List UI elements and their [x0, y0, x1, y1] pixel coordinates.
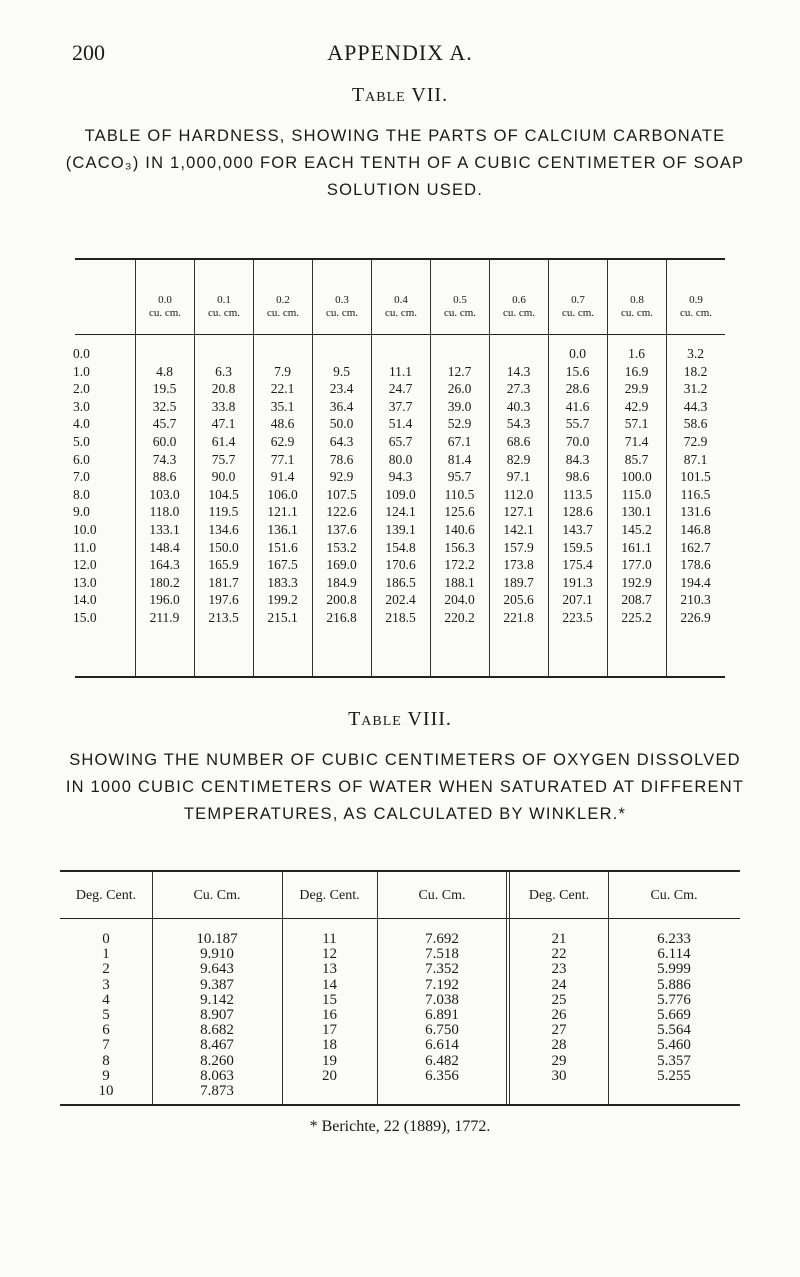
hardness-cell: 157.9	[503, 539, 534, 555]
hardness-cell: 84.3	[565, 451, 590, 467]
hardness-cell: 12.7	[447, 363, 472, 379]
hardness-row-label: 7.0	[73, 469, 90, 485]
hardness-cell: 184.9	[326, 574, 357, 590]
oxygen-value: 8.907	[200, 1007, 234, 1024]
oxygen-value: 21	[551, 931, 567, 947]
oxygen-header-deg-2: Deg. Cent.	[299, 888, 360, 903]
hardness-cell: 90.0	[211, 469, 236, 485]
hardness-column-header	[253, 294, 313, 320]
hardness-column-header	[430, 294, 490, 320]
hardness-cell: 31.2	[683, 381, 708, 397]
oxygen-header-deg-1: Deg. Cent.	[75, 888, 137, 903]
hardness-cell: 62.9	[270, 434, 295, 449]
oxygen-header-deg-3: Deg. Cent.	[528, 888, 590, 903]
oxygen-value: 5.999	[657, 961, 691, 978]
column-header-value: 0.6	[512, 294, 526, 306]
hardness-row-label: 2.0	[73, 381, 90, 397]
hardness-cell: 39.0	[447, 398, 472, 414]
hardness-cell: 220.2	[444, 610, 475, 625]
oxygen-col-cc-2	[377, 932, 507, 1084]
hardness-cell: 192.9	[621, 574, 652, 590]
oxygen-value: 5.564	[657, 1022, 691, 1039]
hardness-cell: 121.1	[267, 504, 298, 520]
oxygen-value: 27	[551, 1022, 567, 1039]
hardness-cell: 16.9	[624, 363, 649, 379]
hardness-cell: 22.1	[270, 381, 295, 397]
hardness-cell: 85.7	[624, 451, 649, 467]
oxygen-value: 5	[102, 1007, 110, 1024]
column-header-unit: cu. cm.	[679, 307, 713, 319]
hardness-cell: 32.5	[152, 398, 177, 414]
oxygen-value: 6	[102, 1022, 110, 1039]
oxygen-value: 0	[102, 931, 110, 947]
hardness-cell: 173.8	[503, 557, 534, 573]
hardness-cell: 199.2	[267, 592, 298, 608]
hardness-cell: 28.6	[565, 381, 590, 397]
hardness-cell: 211.9	[149, 610, 180, 625]
hardness-cell: 112.0	[503, 486, 534, 502]
oxygen-value: 10	[98, 1083, 114, 1100]
hardness-cell: 104.5	[208, 486, 239, 502]
column-header-value: 0.3	[335, 294, 349, 306]
oxygen-value: 11	[322, 931, 337, 947]
hardness-cell: 98.6	[565, 469, 590, 485]
hardness-cell: 55.7	[565, 416, 590, 432]
column-header-value: 0.9	[689, 294, 703, 306]
hardness-cell: 11.1	[388, 363, 413, 379]
hardness-cell: 9.5	[333, 363, 350, 379]
oxygen-value: 26	[551, 1007, 567, 1024]
hardness-cell: 51.4	[388, 416, 413, 432]
column-header-value: 0.2	[276, 294, 290, 306]
oxygen-value: 9	[102, 1067, 110, 1084]
hardness-cell: 164.3	[149, 557, 180, 573]
hardness-row-label: 0.0	[73, 346, 90, 361]
hardness-cell: 156.3	[444, 539, 475, 555]
hardness-cell: 100.0	[621, 469, 652, 485]
oxygen-value: 29	[551, 1052, 567, 1069]
oxygen-value: 12	[322, 946, 337, 963]
hardness-cell: 116.5	[680, 486, 711, 502]
oxygen-value: 5.776	[657, 991, 691, 1008]
hardness-row-label: 9.0	[73, 504, 90, 520]
hardness-column-header	[312, 294, 372, 320]
hardness-cell: 80.0	[388, 451, 413, 467]
hardness-cell: 35.1	[270, 398, 295, 414]
oxygen-col-cc-1	[152, 932, 282, 1099]
column-header-unit: cu. cm.	[620, 307, 654, 319]
hardness-column-header	[607, 294, 667, 320]
hardness-cell: 181.7	[208, 574, 239, 590]
oxygen-value: 5.886	[657, 976, 691, 993]
oxygen-value: 7.038	[425, 991, 459, 1008]
hardness-row-label: 14.0	[73, 592, 97, 608]
oxygen-value: 9.387	[200, 976, 234, 993]
hardness-cell: 47.1	[211, 416, 236, 432]
column-header-unit: cu. cm.	[443, 307, 477, 319]
hardness-cell: 82.9	[506, 451, 531, 467]
hardness-cell: 216.8	[326, 610, 357, 625]
hardness-cell: 177.0	[621, 557, 652, 573]
hardness-row-label: 15.0	[73, 610, 97, 625]
oxygen-value: 1	[102, 946, 110, 963]
column-header-unit: cu. cm.	[207, 307, 241, 319]
column-header-value: 0.0	[158, 294, 172, 306]
oxygen-col-deg-3	[510, 932, 608, 1084]
hardness-table	[75, 258, 725, 678]
oxygen-value: 9.142	[200, 991, 234, 1008]
column-header-value: 0.5	[453, 294, 467, 306]
hardness-cell: 172.2	[444, 557, 475, 573]
hardness-column-header	[489, 294, 549, 320]
hardness-cell: 143.7	[562, 522, 593, 537]
hardness-cell: 165.9	[208, 557, 239, 573]
hardness-column-header	[371, 294, 431, 320]
hardness-cell: 61.4	[211, 434, 236, 449]
oxygen-value: 8.467	[200, 1037, 234, 1054]
hardness-cell: 202.4	[385, 592, 416, 608]
oxygen-value: 5.460	[657, 1037, 691, 1054]
oxygen-value: 2	[102, 961, 110, 978]
hardness-cell: 36.4	[329, 398, 354, 414]
hardness-cell: 87.1	[683, 451, 708, 467]
hardness-cell: 50.0	[329, 416, 354, 432]
hardness-cell: 161.1	[621, 539, 652, 555]
hardness-row-label: 13.0	[73, 574, 97, 590]
oxygen-value: 5.357	[657, 1052, 691, 1069]
hardness-cell: 20.8	[211, 381, 236, 397]
hardness-cell: 29.9	[624, 381, 649, 397]
column-header-unit: cu. cm.	[266, 307, 300, 319]
hardness-cell: 223.5	[562, 610, 593, 625]
hardness-cell: 109.0	[385, 486, 416, 502]
hardness-cell: 133.1	[149, 522, 180, 537]
hardness-cell: 70.0	[565, 434, 590, 449]
hardness-cell: 26.0	[447, 381, 472, 397]
running-head: APPENDIX A.	[327, 40, 473, 65]
oxygen-value: 8.682	[200, 1022, 234, 1039]
hardness-cell: 208.7	[621, 592, 652, 608]
column-header-value: 0.4	[394, 294, 408, 306]
oxygen-value: 6.356	[425, 1067, 459, 1084]
page-number: 200	[72, 40, 105, 65]
hardness-cell: 45.7	[152, 416, 177, 432]
oxygen-value: 18	[322, 1037, 337, 1054]
hardness-cell: 3.2	[687, 346, 704, 361]
hardness-cell: 167.5	[267, 557, 298, 573]
oxygen-value: 7.192	[425, 976, 459, 993]
hardness-row-label: 6.0	[73, 451, 90, 467]
oxygen-value: 9.910	[200, 946, 234, 963]
hardness-cell: 107.5	[326, 486, 357, 502]
table8-caption: SHOWING THE NUMBER OF CUBIC CENTIMETERS OF OXYGEN DISSOLVED IN 1000 CUBIC CENTIMETERS OF WATER WHEN SATURATED AT DIFFERENT TEMPERATURES, AS CALCULATED BY WINKLER.*	[65, 751, 745, 823]
hardness-cell: 218.5	[385, 610, 416, 625]
hardness-cell: 145.2	[621, 522, 652, 537]
hardness-cell: 162.7	[680, 539, 711, 555]
hardness-cell: 27.3	[506, 381, 531, 397]
oxygen-value: 16	[322, 1007, 337, 1024]
hardness-cell: 15.6	[565, 363, 590, 379]
hardness-cell: 57.1	[624, 416, 649, 432]
hardness-cell: 213.5	[208, 610, 239, 625]
hardness-cell: 180.2	[149, 574, 180, 590]
hardness-cell: 207.1	[562, 592, 593, 608]
hardness-column-header	[548, 294, 608, 320]
hardness-cell: 119.5	[208, 504, 239, 520]
oxygen-table	[60, 870, 740, 1106]
oxygen-value: 14	[322, 976, 337, 993]
hardness-cell: 221.8	[503, 610, 534, 625]
oxygen-value: 5.255	[657, 1067, 691, 1084]
hardness-cell: 186.5	[385, 574, 416, 590]
oxygen-value: 19	[322, 1052, 337, 1069]
hardness-cell: 52.9	[447, 416, 472, 432]
hardness-cell: 191.3	[562, 574, 593, 590]
oxygen-value: 13	[322, 961, 337, 978]
hardness-cell: 41.6	[565, 398, 590, 414]
hardness-cell: 136.1	[267, 522, 298, 537]
hardness-column-header	[135, 294, 195, 320]
hardness-column-header	[194, 294, 254, 320]
hardness-cell: 37.7	[388, 398, 413, 414]
oxygen-col-deg-2	[282, 932, 377, 1084]
hardness-cell: 0.0	[569, 346, 586, 361]
oxygen-value: 3	[102, 976, 110, 993]
hardness-cell: 19.5	[152, 381, 177, 397]
oxygen-value: 6.482	[425, 1052, 459, 1069]
oxygen-value: 17	[322, 1022, 337, 1039]
hardness-cell: 4.8	[156, 363, 173, 379]
column-header-unit: cu. cm.	[502, 307, 536, 319]
hardness-cell: 197.6	[208, 592, 239, 608]
oxygen-value: 4	[102, 991, 110, 1008]
hardness-cell: 110.5	[444, 486, 475, 502]
hardness-cell: 134.6	[208, 522, 239, 537]
hardness-cell: 92.9	[329, 469, 354, 485]
oxygen-value: 24	[551, 976, 567, 993]
hardness-cell: 101.5	[680, 469, 711, 485]
hardness-cell: 75.7	[211, 451, 236, 467]
hardness-cell: 1.6	[628, 346, 645, 361]
oxygen-value: 30	[551, 1067, 567, 1084]
oxygen-value: 6.750	[425, 1022, 459, 1039]
hardness-cell: 106.0	[267, 486, 298, 502]
hardness-cell: 23.4	[329, 381, 354, 397]
hardness-row-label: 10.0	[73, 522, 97, 537]
hardness-cell: 225.2	[621, 610, 652, 625]
oxygen-value: 8	[102, 1052, 110, 1069]
oxygen-header-cc-3: Cu. Cm.	[650, 888, 698, 903]
hardness-cell: 175.4	[562, 557, 593, 573]
hardness-cell: 95.7	[447, 469, 472, 485]
hardness-cell: 131.6	[680, 504, 711, 520]
hardness-cell: 81.4	[447, 451, 472, 467]
hardness-row-label: 3.0	[73, 398, 90, 414]
oxygen-value: 28	[551, 1037, 567, 1054]
table7-title: Table VII.	[351, 84, 449, 106]
oxygen-col-cc-3	[608, 932, 740, 1084]
hardness-row-label: 11.0	[73, 539, 97, 555]
hardness-cell: 113.5	[562, 486, 593, 502]
hardness-cell: 64.3	[329, 434, 354, 449]
hardness-cell: 44.3	[683, 398, 708, 414]
hardness-row-label: 12.0	[73, 557, 97, 573]
hardness-cell: 210.3	[680, 592, 711, 608]
hardness-cell: 122.6	[326, 504, 357, 520]
hardness-cell: 196.0	[149, 592, 180, 608]
hardness-row-label: 5.0	[73, 434, 90, 449]
column-header-value: 0.8	[630, 294, 644, 306]
oxygen-value: 7.692	[425, 931, 459, 947]
hardness-cell: 194.4	[680, 574, 711, 590]
hardness-cell: 74.3	[152, 451, 177, 467]
hardness-cell: 124.1	[385, 504, 416, 520]
table7-caption: TABLE OF HARDNESS, SHOWING THE PARTS OF CALCIUM CARBONATE (CACO₃) IN 1,000,000 FOR EACH TENTH OF A CUBIC CENTIMETER OF SOAP SOLUTION USED.	[65, 127, 745, 199]
hardness-row-label: 1.0	[73, 363, 90, 379]
oxygen-col-deg-1	[60, 932, 152, 1099]
hardness-cell: 128.6	[562, 504, 593, 520]
hardness-cell: 153.2	[326, 539, 357, 555]
hardness-row-label: 4.0	[73, 416, 90, 432]
hardness-cell: 205.6	[503, 592, 534, 608]
oxygen-value: 6.891	[425, 1007, 459, 1024]
oxygen-value: 8.063	[200, 1067, 234, 1084]
hardness-cell: 159.5	[562, 539, 593, 555]
hardness-cell: 226.9	[680, 610, 711, 625]
hardness-cell: 24.7	[388, 381, 413, 397]
hardness-cell: 14.3	[506, 363, 531, 379]
oxygen-value: 6.114	[657, 946, 691, 963]
oxygen-value: 6.233	[657, 931, 691, 947]
column-header-value: 0.7	[571, 294, 585, 306]
hardness-cell: 18.2	[683, 363, 708, 379]
oxygen-value: 7.352	[425, 961, 459, 978]
hardness-cell: 169.0	[326, 557, 357, 573]
oxygen-value: 15	[322, 991, 337, 1008]
hardness-cell: 54.3	[506, 416, 531, 432]
hardness-cell: 178.6	[680, 557, 711, 573]
oxygen-value: 25	[551, 991, 567, 1008]
column-header-unit: cu. cm.	[384, 307, 418, 319]
hardness-row-label: 8.0	[73, 486, 90, 502]
hardness-cell: 67.1	[447, 434, 472, 449]
hardness-cell: 204.0	[444, 592, 475, 608]
hardness-cell: 65.7	[388, 434, 413, 449]
hardness-cell: 6.3	[215, 363, 232, 379]
hardness-cell: 215.1	[267, 610, 298, 625]
hardness-cell: 130.1	[621, 504, 652, 520]
hardness-cell: 72.9	[683, 434, 708, 449]
column-header-value: 0.1	[217, 294, 231, 306]
column-header-unit: cu. cm.	[325, 307, 359, 319]
hardness-cell: 142.1	[503, 522, 534, 537]
oxygen-value: 22	[551, 946, 567, 963]
hardness-cell: 68.6	[506, 434, 531, 449]
hardness-cell: 154.8	[385, 539, 416, 555]
oxygen-header-cc-2: Cu. Cm.	[418, 888, 466, 903]
hardness-cell: 88.6	[152, 469, 177, 485]
hardness-cell: 115.0	[621, 486, 652, 502]
hardness-cell: 97.1	[506, 469, 531, 485]
hardness-cell: 60.0	[152, 434, 177, 449]
oxygen-value: 8.260	[200, 1052, 234, 1069]
hardness-cell: 91.4	[270, 469, 295, 485]
hardness-column-header	[666, 294, 726, 320]
hardness-cell: 127.1	[503, 504, 534, 520]
oxygen-value: 7.873	[200, 1083, 234, 1100]
hardness-cell: 125.6	[444, 504, 475, 520]
column-header-unit: cu. cm.	[148, 307, 182, 319]
oxygen-value: 20	[322, 1067, 337, 1084]
hardness-cell: 77.1	[270, 451, 295, 467]
hardness-cell: 139.1	[385, 522, 416, 537]
hardness-cell: 42.9	[624, 398, 649, 414]
hardness-cell: 151.6	[267, 539, 298, 555]
hardness-cell: 33.8	[211, 398, 236, 414]
hardness-cell: 150.0	[208, 539, 239, 555]
hardness-cell: 71.4	[624, 434, 649, 449]
oxygen-header-cc-1: Cu. Cm.	[193, 888, 241, 903]
hardness-cell: 94.3	[388, 469, 413, 485]
footnote: * Berichte, 22 (1889), 1772.	[309, 1118, 491, 1135]
hardness-cell: 7.9	[274, 363, 291, 379]
hardness-cell: 170.6	[385, 557, 416, 573]
hardness-cell: 200.8	[326, 592, 357, 608]
oxygen-value: 7	[102, 1037, 110, 1054]
oxygen-value: 9.643	[200, 961, 234, 978]
hardness-cell: 78.6	[329, 451, 354, 467]
hardness-cell: 103.0	[149, 486, 180, 502]
oxygen-value: 6.614	[425, 1037, 459, 1054]
hardness-cell: 40.3	[506, 398, 531, 414]
hardness-cell: 146.8	[680, 522, 711, 537]
oxygen-value: 10.187	[196, 931, 238, 947]
hardness-cell: 183.3	[267, 574, 298, 590]
hardness-cell: 140.6	[444, 522, 475, 537]
hardness-cell: 118.0	[149, 504, 180, 520]
hardness-cell: 137.6	[326, 522, 357, 537]
hardness-cell: 189.7	[503, 574, 534, 590]
hardness-cell: 148.4	[149, 539, 180, 555]
oxygen-value: 7.518	[425, 946, 459, 963]
hardness-cell: 58.6	[683, 416, 708, 432]
oxygen-value: 5.669	[657, 1007, 691, 1024]
oxygen-value: 23	[551, 961, 567, 978]
table8-title: Table VIII.	[348, 708, 452, 730]
hardness-cell: 48.6	[270, 416, 295, 432]
hardness-cell: 188.1	[444, 574, 475, 590]
column-header-unit: cu. cm.	[561, 307, 595, 319]
